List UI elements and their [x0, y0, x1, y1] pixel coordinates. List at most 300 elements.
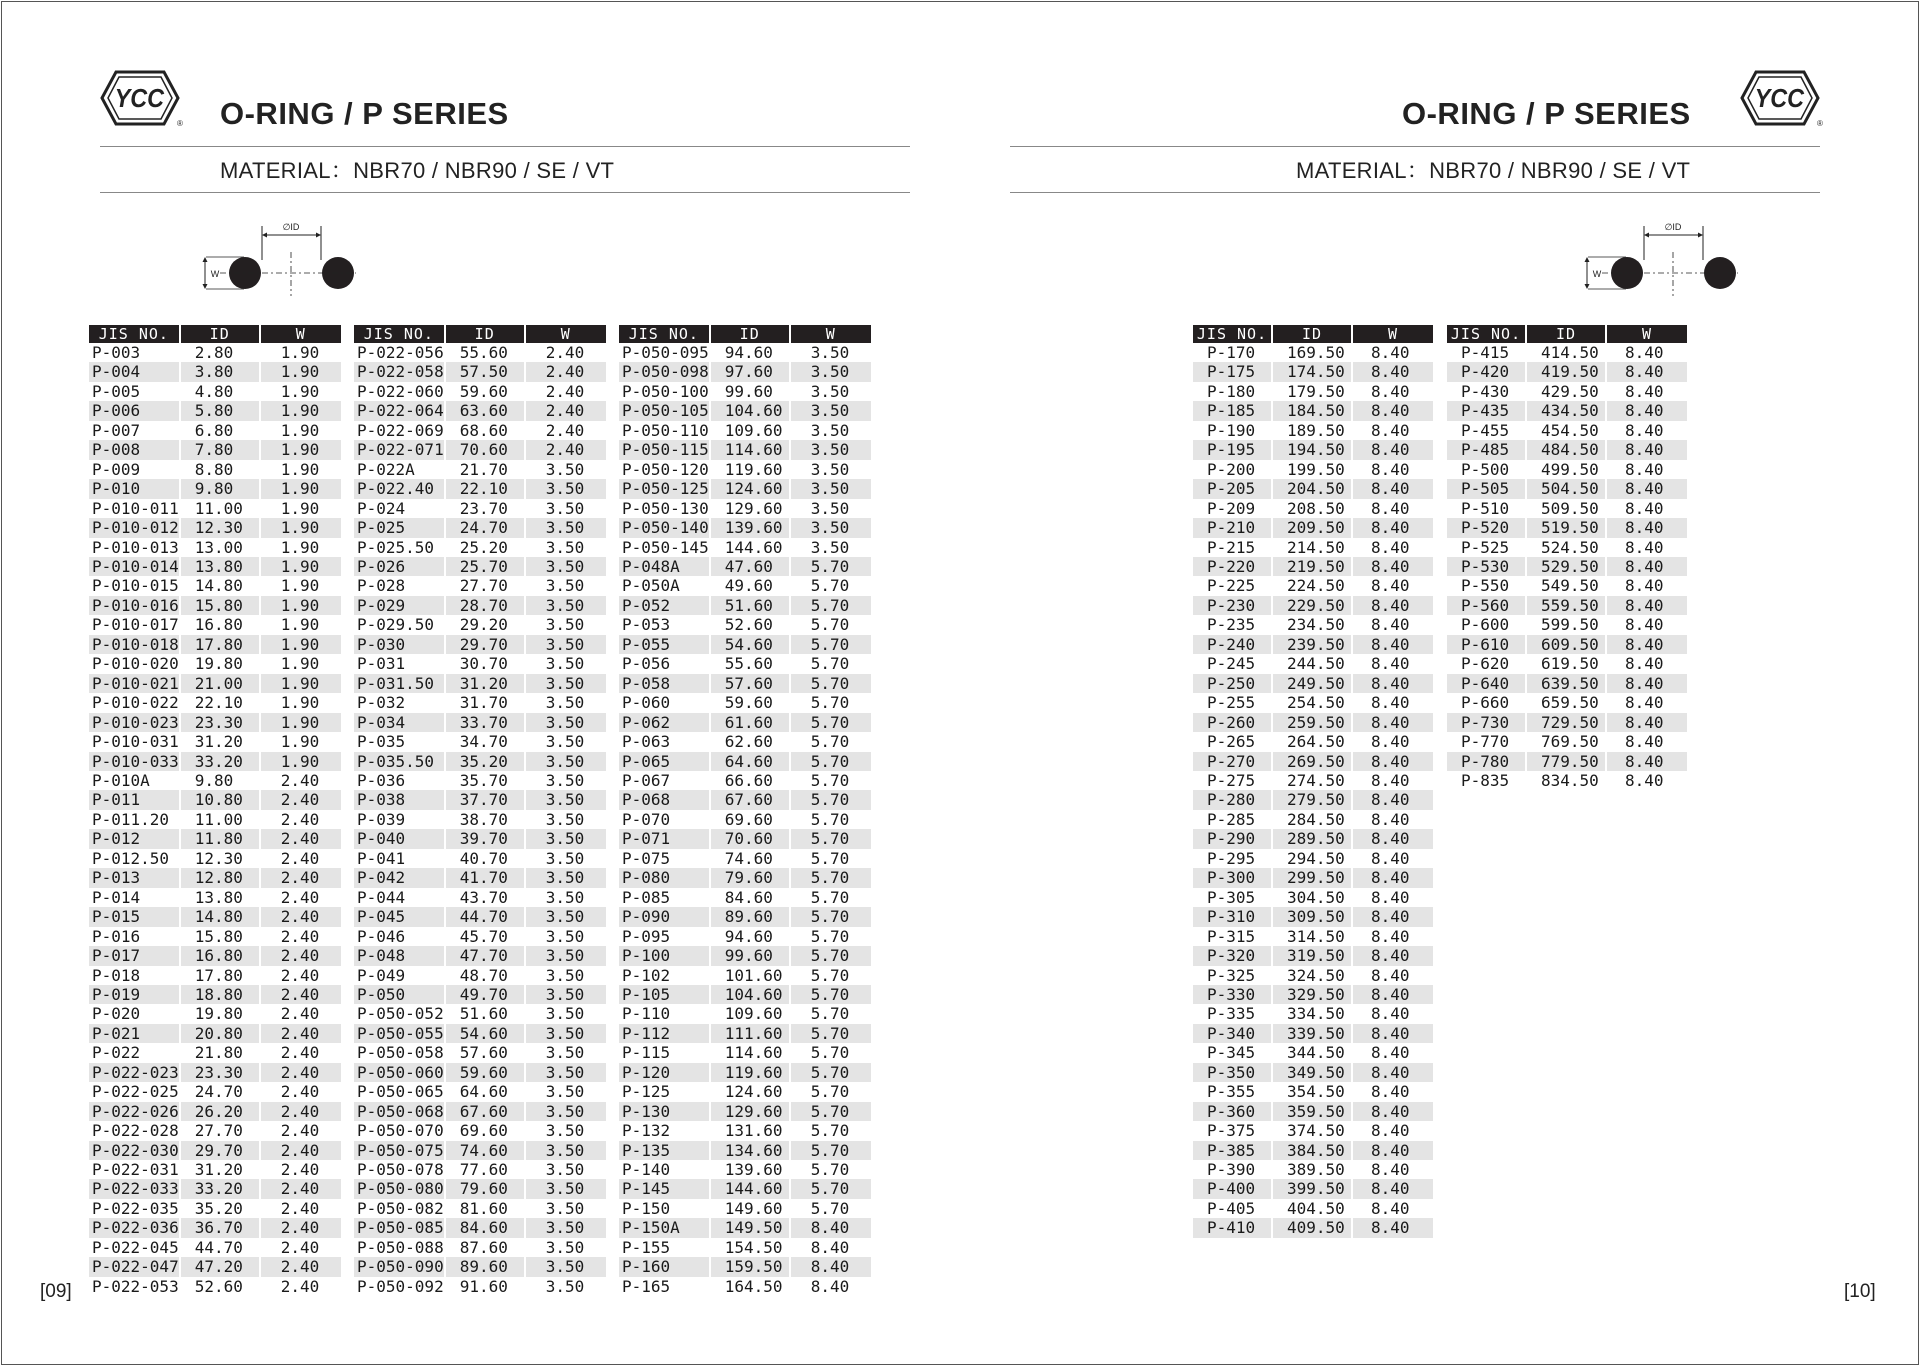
- column-header-jis-no: JIS NO.: [1447, 325, 1527, 343]
- id-cell: 144.60: [711, 538, 791, 557]
- jis-no-cell: P-050-095: [619, 343, 711, 362]
- jis-no-cell: P-050-085: [354, 1218, 446, 1237]
- page-title-right: O-RING / P SERIES: [1402, 96, 1691, 131]
- id-cell: 419.50: [1527, 362, 1607, 381]
- jis-no-cell: P-050-060: [354, 1063, 446, 1082]
- w-cell: 5.70: [791, 829, 871, 848]
- w-cell: 2.40: [261, 985, 341, 1004]
- jis-no-cell: P-036: [354, 771, 446, 790]
- w-cell: 2.40: [280, 770, 320, 790]
- id-cell: 63.60: [446, 401, 526, 420]
- jis-no-cell: P-205: [1193, 479, 1273, 498]
- jis-no-cell: P-270: [1193, 752, 1273, 771]
- jis-no-cell: P-010-023: [89, 713, 181, 732]
- w-cell: 8.40: [1353, 557, 1433, 576]
- id-cell: 36.70: [181, 1218, 261, 1237]
- jis-no-cell: P-030: [354, 635, 446, 654]
- table-row: [89, 752, 341, 771]
- table-row: [354, 1160, 606, 1179]
- table-row: [354, 888, 606, 907]
- w-cell: 8.40: [1625, 537, 1664, 557]
- table-row: [619, 1004, 871, 1023]
- jis-no-cell: P-010-013: [89, 538, 181, 557]
- jis-no-cell: P-022-036: [89, 1218, 181, 1237]
- table-row: [1447, 440, 1687, 459]
- jis-no-cell: P-010-012: [89, 518, 181, 537]
- jis-no-cell: P-039: [354, 810, 446, 829]
- w-cell: 2.40: [280, 965, 320, 985]
- id-cell: 319.50: [1273, 946, 1353, 965]
- w-cell: 5.70: [810, 654, 850, 674]
- w-cell: 5.70: [791, 635, 871, 654]
- id-cell: 599.50: [1527, 615, 1607, 634]
- table-row: [1193, 1024, 1433, 1043]
- jis-no-cell: P-315: [1193, 927, 1273, 946]
- logo-text: YCC: [114, 84, 165, 114]
- jis-no-cell: P-085: [619, 888, 711, 907]
- table-row: [1193, 557, 1433, 576]
- table-row: [619, 518, 871, 537]
- divider: [1010, 192, 1820, 193]
- id-cell: 34.70: [446, 732, 526, 751]
- id-cell: 99.60: [711, 382, 791, 401]
- jis-no-cell: P-500: [1447, 460, 1527, 479]
- jis-no-cell: P-415: [1447, 343, 1527, 362]
- id-cell: 409.50: [1273, 1218, 1353, 1237]
- table-row: [354, 713, 606, 732]
- w-cell: 5.70: [791, 752, 871, 771]
- jis-no-cell: P-060: [619, 693, 711, 712]
- table-row: [89, 674, 341, 693]
- w-cell: 8.40: [1371, 770, 1410, 790]
- w-cell: 1.90: [280, 381, 320, 401]
- w-cell: 3.50: [545, 459, 585, 479]
- column-header-jis-no: JIS NO.: [619, 325, 711, 343]
- jis-no-cell: P-041: [354, 849, 446, 868]
- id-cell: 434.50: [1527, 401, 1607, 420]
- w-cell: 5.70: [791, 1141, 871, 1160]
- id-cell: 344.50: [1273, 1043, 1353, 1062]
- jis-no-cell: P-022-026: [89, 1102, 181, 1121]
- table-row: [1447, 460, 1687, 479]
- id-cell: 13.00: [181, 538, 261, 557]
- w-cell: 5.70: [810, 770, 850, 790]
- jis-no-cell: P-038: [354, 790, 446, 809]
- table-row: [1193, 713, 1433, 732]
- table-row: [619, 1199, 871, 1218]
- jis-no-cell: P-025: [354, 518, 446, 537]
- table-row: [89, 1257, 341, 1276]
- w-cell: 8.40: [1625, 459, 1664, 479]
- w-cell: 3.50: [526, 1257, 606, 1276]
- id-cell: 131.60: [711, 1121, 791, 1140]
- table-row: [1193, 1121, 1433, 1140]
- table-row: [89, 771, 341, 790]
- id-cell: 279.50: [1273, 790, 1353, 809]
- id-cell: 11.00: [181, 810, 261, 829]
- w-cell: 1.90: [280, 343, 320, 362]
- jis-no-cell: P-505: [1447, 479, 1527, 498]
- w-cell: 8.40: [1607, 557, 1687, 576]
- w-cell: 8.40: [1625, 615, 1664, 635]
- jis-no-cell: P-405: [1193, 1199, 1273, 1218]
- column-header-jis-no: JIS NO.: [1193, 325, 1273, 343]
- id-cell: 339.50: [1273, 1024, 1353, 1043]
- id-cell: 49.70: [446, 985, 526, 1004]
- w-cell: 2.40: [280, 887, 320, 907]
- jis-no-cell: P-050-092: [354, 1277, 446, 1296]
- jis-no-cell: P-040: [354, 829, 446, 848]
- jis-no-cell: P-026: [354, 557, 446, 576]
- jis-no-cell: P-022-025: [89, 1082, 181, 1101]
- jis-no-cell: P-035.50: [354, 752, 446, 771]
- column-header-id: ID: [711, 325, 791, 343]
- column-header-id: ID: [1273, 325, 1353, 343]
- w-cell: 8.40: [1607, 440, 1687, 459]
- id-cell: 14.80: [181, 576, 261, 595]
- jis-no-cell: P-046: [354, 927, 446, 946]
- jis-no-cell: P-031.50: [354, 674, 446, 693]
- jis-no-cell: P-385: [1193, 1141, 1273, 1160]
- jis-no-cell: P-100: [619, 946, 711, 965]
- table-row: [619, 1160, 871, 1179]
- w-cell: 3.50: [810, 459, 850, 479]
- id-cell: 13.80: [181, 557, 261, 576]
- id-cell: 499.50: [1527, 460, 1607, 479]
- jis-no-cell: P-430: [1447, 382, 1527, 401]
- column-header-w: W: [791, 325, 871, 343]
- table-row: [619, 1102, 871, 1121]
- jis-no-cell: P-185: [1193, 401, 1273, 420]
- table-row: [619, 557, 871, 576]
- w-cell: 8.40: [1353, 635, 1433, 654]
- jis-no-cell: P-010-031: [89, 732, 181, 751]
- table-row: [354, 849, 606, 868]
- w-cell: 8.40: [1371, 576, 1410, 596]
- oring-cross-section-diagram-left: [196, 218, 366, 303]
- jis-no-cell: P-215: [1193, 538, 1273, 557]
- table-row: [354, 518, 606, 537]
- jis-no-cell: P-115: [619, 1043, 711, 1062]
- jis-no-cell: P-330: [1193, 985, 1273, 1004]
- table-row: [1193, 810, 1433, 829]
- table-row: [1193, 1043, 1433, 1062]
- jis-no-cell: P-010-018: [89, 635, 181, 654]
- w-cell: 3.50: [526, 829, 606, 848]
- table-row: [354, 343, 606, 362]
- divider: [100, 146, 910, 147]
- w-cell: 8.40: [1353, 946, 1433, 965]
- column-header-w: W: [1353, 325, 1433, 343]
- jis-no-cell: P-022-033: [89, 1179, 181, 1198]
- table-row: [619, 635, 871, 654]
- jis-no-cell: P-209: [1193, 499, 1273, 518]
- w-cell: 8.40: [1353, 1141, 1433, 1160]
- jis-no-cell: P-011.20: [89, 810, 181, 829]
- id-cell: 354.50: [1273, 1082, 1353, 1101]
- id-cell: 274.50: [1273, 771, 1353, 790]
- id-cell: 23.30: [181, 713, 261, 732]
- material-label-left: MATERIAL：NBR70 / NBR90 / SE / VT: [220, 158, 615, 183]
- id-cell: 16.80: [181, 946, 261, 965]
- id-cell: 399.50: [1273, 1179, 1353, 1198]
- w-cell: 1.90: [261, 752, 341, 771]
- w-cell: 8.40: [1353, 401, 1433, 420]
- id-cell: 54.60: [446, 1024, 526, 1043]
- w-cell: 8.40: [1371, 809, 1410, 829]
- table-row: [89, 576, 341, 595]
- table-row: [354, 1277, 606, 1296]
- w-cell: 8.40: [1371, 615, 1410, 635]
- jis-no-cell: P-132: [619, 1121, 711, 1140]
- id-cell: 24.70: [446, 518, 526, 537]
- w-cell: 8.40: [1353, 518, 1433, 537]
- jis-no-cell: P-525: [1447, 538, 1527, 557]
- id-cell: 29.70: [181, 1141, 261, 1160]
- id-cell: 509.50: [1527, 499, 1607, 518]
- w-cell: 1.90: [261, 479, 341, 498]
- divider: [1010, 146, 1820, 147]
- jis-no-cell: P-050-140: [619, 518, 711, 537]
- jis-no-cell: P-102: [619, 966, 711, 985]
- id-cell: 38.70: [446, 810, 526, 829]
- id-cell: 64.60: [711, 752, 791, 771]
- table-row: [1193, 1063, 1433, 1082]
- id-cell: 124.60: [711, 479, 791, 498]
- w-cell: 8.40: [1353, 829, 1433, 848]
- jis-no-cell: P-335: [1193, 1004, 1273, 1023]
- table-row: [354, 1179, 606, 1198]
- table-row: [619, 479, 871, 498]
- table-row: [354, 829, 606, 848]
- jis-no-cell: P-320: [1193, 946, 1273, 965]
- table-row: [354, 927, 606, 946]
- table-row: [619, 868, 871, 887]
- jis-no-cell: P-150: [619, 1199, 711, 1218]
- id-cell: 144.60: [711, 1179, 791, 1198]
- table-row: [1193, 1082, 1433, 1101]
- id-cell: 44.70: [446, 907, 526, 926]
- w-cell: 1.90: [261, 362, 341, 381]
- table-row: [354, 946, 606, 965]
- jis-no-cell: P-050-115: [619, 440, 711, 459]
- table-row: [1193, 1199, 1433, 1218]
- w-cell: 8.40: [1371, 459, 1410, 479]
- id-cell: 11.80: [181, 829, 261, 848]
- table-row: [354, 1082, 606, 1101]
- table-row: [89, 1043, 341, 1062]
- table-row: [354, 771, 606, 790]
- jis-no-cell: P-022-058: [354, 362, 446, 381]
- jis-no-cell: P-050-105: [619, 401, 711, 420]
- table-row: [89, 343, 341, 362]
- table-row: [619, 790, 871, 809]
- table-row: [1447, 654, 1687, 673]
- table-row: [1193, 1141, 1433, 1160]
- table-row: [354, 732, 606, 751]
- jis-no-cell: P-010-017: [89, 615, 181, 634]
- id-cell: 15.80: [181, 596, 261, 615]
- id-cell: 89.60: [711, 907, 791, 926]
- jis-no-cell: P-045: [354, 907, 446, 926]
- id-cell: 10.80: [181, 790, 261, 809]
- id-cell: 22.10: [446, 479, 526, 498]
- w-cell: 8.40: [1353, 674, 1433, 693]
- table-row: [354, 1004, 606, 1023]
- table-row: [354, 382, 606, 401]
- table-row: [1193, 693, 1433, 712]
- id-cell: 189.50: [1273, 421, 1353, 440]
- id-cell: 41.70: [446, 868, 526, 887]
- column-header-jis-no: JIS NO.: [89, 325, 181, 343]
- column-header-jis-no: JIS NO.: [354, 325, 446, 343]
- column-header-id: ID: [1527, 325, 1607, 343]
- id-cell: 4.80: [181, 382, 261, 401]
- jis-no-cell: P-022-047: [89, 1257, 181, 1276]
- jis-no-cell: P-485: [1447, 440, 1527, 459]
- jis-no-cell: P-050-130: [619, 499, 711, 518]
- w-cell: 1.90: [280, 498, 320, 518]
- w-cell: 1.90: [261, 518, 341, 537]
- id-cell: 62.60: [711, 732, 791, 751]
- jis-no-cell: P-024: [354, 499, 446, 518]
- w-cell: 3.50: [526, 1102, 606, 1121]
- w-cell: 5.70: [791, 1063, 871, 1082]
- w-cell: 8.40: [1371, 1121, 1410, 1141]
- id-cell: 22.10: [181, 693, 261, 712]
- w-cell: 8.40: [1353, 1102, 1433, 1121]
- w-cell: 8.40: [1371, 1082, 1410, 1102]
- id-cell: 414.50: [1527, 343, 1607, 362]
- table-row: [1447, 343, 1687, 362]
- id-cell: 69.60: [446, 1121, 526, 1140]
- id-cell: 52.60: [711, 615, 791, 634]
- id-cell: 194.50: [1273, 440, 1353, 459]
- jis-no-cell: P-435: [1447, 401, 1527, 420]
- w-cell: 8.40: [1371, 654, 1410, 674]
- w-cell: 1.90: [261, 401, 341, 420]
- w-cell: 3.50: [545, 537, 585, 557]
- id-cell: 18.80: [181, 985, 261, 1004]
- id-cell: 59.60: [711, 693, 791, 712]
- w-cell: 5.70: [810, 1004, 850, 1024]
- id-cell: 309.50: [1273, 907, 1353, 926]
- id-cell: 27.70: [181, 1121, 261, 1140]
- jis-no-cell: P-035: [354, 732, 446, 751]
- id-cell: 28.70: [446, 596, 526, 615]
- id-cell: 101.60: [711, 966, 791, 985]
- table-row: [619, 1179, 871, 1198]
- table-row: [354, 907, 606, 926]
- table-row: [619, 343, 871, 362]
- w-cell: 3.50: [545, 809, 585, 829]
- id-cell: 609.50: [1527, 635, 1607, 654]
- w-cell: 8.40: [810, 1237, 850, 1257]
- table-row: [619, 1024, 871, 1043]
- w-cell: 3.50: [791, 518, 871, 537]
- id-cell: 109.60: [711, 421, 791, 440]
- w-cell: 3.50: [545, 732, 585, 752]
- id-cell: 89.60: [446, 1257, 526, 1276]
- w-cell: 8.40: [1353, 790, 1433, 809]
- table-row: [619, 1063, 871, 1082]
- table-row: [619, 849, 871, 868]
- w-cell: 2.40: [261, 907, 341, 926]
- jis-no-cell: P-071: [619, 829, 711, 848]
- id-cell: 23.70: [446, 499, 526, 518]
- id-cell: 619.50: [1527, 654, 1607, 673]
- id-cell: 61.60: [711, 713, 791, 732]
- table-row: [619, 440, 871, 459]
- id-cell: 314.50: [1273, 927, 1353, 946]
- id-cell: 329.50: [1273, 985, 1353, 1004]
- w-cell: 8.40: [1607, 518, 1687, 537]
- jis-no-cell: P-022-023: [89, 1063, 181, 1082]
- table-row: [354, 810, 606, 829]
- table-row: [89, 1141, 341, 1160]
- table-row: [1193, 654, 1433, 673]
- id-cell: 3.80: [181, 362, 261, 381]
- table-row: [1193, 946, 1433, 965]
- table-row: [354, 985, 606, 1004]
- table-row: [619, 732, 871, 751]
- w-cell: 3.50: [545, 887, 585, 907]
- w-cell: 3.50: [810, 537, 850, 557]
- id-cell: 99.60: [711, 946, 791, 965]
- id-cell: 219.50: [1273, 557, 1353, 576]
- jis-no-cell: P-290: [1193, 829, 1273, 848]
- id-cell: 289.50: [1273, 829, 1353, 848]
- w-cell: 3.50: [526, 868, 606, 887]
- column-header-id: ID: [181, 325, 261, 343]
- table-row: [1193, 538, 1433, 557]
- jis-no-cell: P-230: [1193, 596, 1273, 615]
- id-cell: 7.80: [181, 440, 261, 459]
- id-cell: 429.50: [1527, 382, 1607, 401]
- w-cell: 2.40: [280, 1276, 320, 1296]
- id-cell: 404.50: [1273, 1199, 1353, 1218]
- w-cell: 2.40: [261, 1179, 341, 1198]
- table-row: [89, 1238, 341, 1257]
- jis-no-cell: P-120: [619, 1063, 711, 1082]
- jis-no-cell: P-110: [619, 1004, 711, 1023]
- jis-no-cell: P-010-015: [89, 576, 181, 595]
- table-row: [1447, 615, 1687, 634]
- table-row: [1193, 1102, 1433, 1121]
- id-cell: 349.50: [1273, 1063, 1353, 1082]
- id-cell: 304.50: [1273, 888, 1353, 907]
- jis-no-cell: P-053: [619, 615, 711, 634]
- table-row: [89, 479, 341, 498]
- w-cell: 2.40: [261, 790, 341, 809]
- id-cell: 264.50: [1273, 732, 1353, 751]
- jis-no-cell: P-360: [1193, 1102, 1273, 1121]
- jis-no-cell: P-010: [89, 479, 181, 498]
- table-row: [619, 1141, 871, 1160]
- id-cell: 374.50: [1273, 1121, 1353, 1140]
- w-cell: 1.90: [261, 596, 341, 615]
- id-cell: 66.60: [711, 771, 791, 790]
- table-row: [89, 460, 341, 479]
- jis-no-cell: P-065: [619, 752, 711, 771]
- id-cell: 104.60: [711, 985, 791, 1004]
- id-cell: 31.20: [181, 732, 261, 751]
- id-cell: 29.70: [446, 635, 526, 654]
- svg-text:®: ®: [177, 119, 183, 128]
- id-cell: 26.20: [181, 1102, 261, 1121]
- table-row: [1447, 401, 1687, 420]
- w-cell: 3.50: [526, 557, 606, 576]
